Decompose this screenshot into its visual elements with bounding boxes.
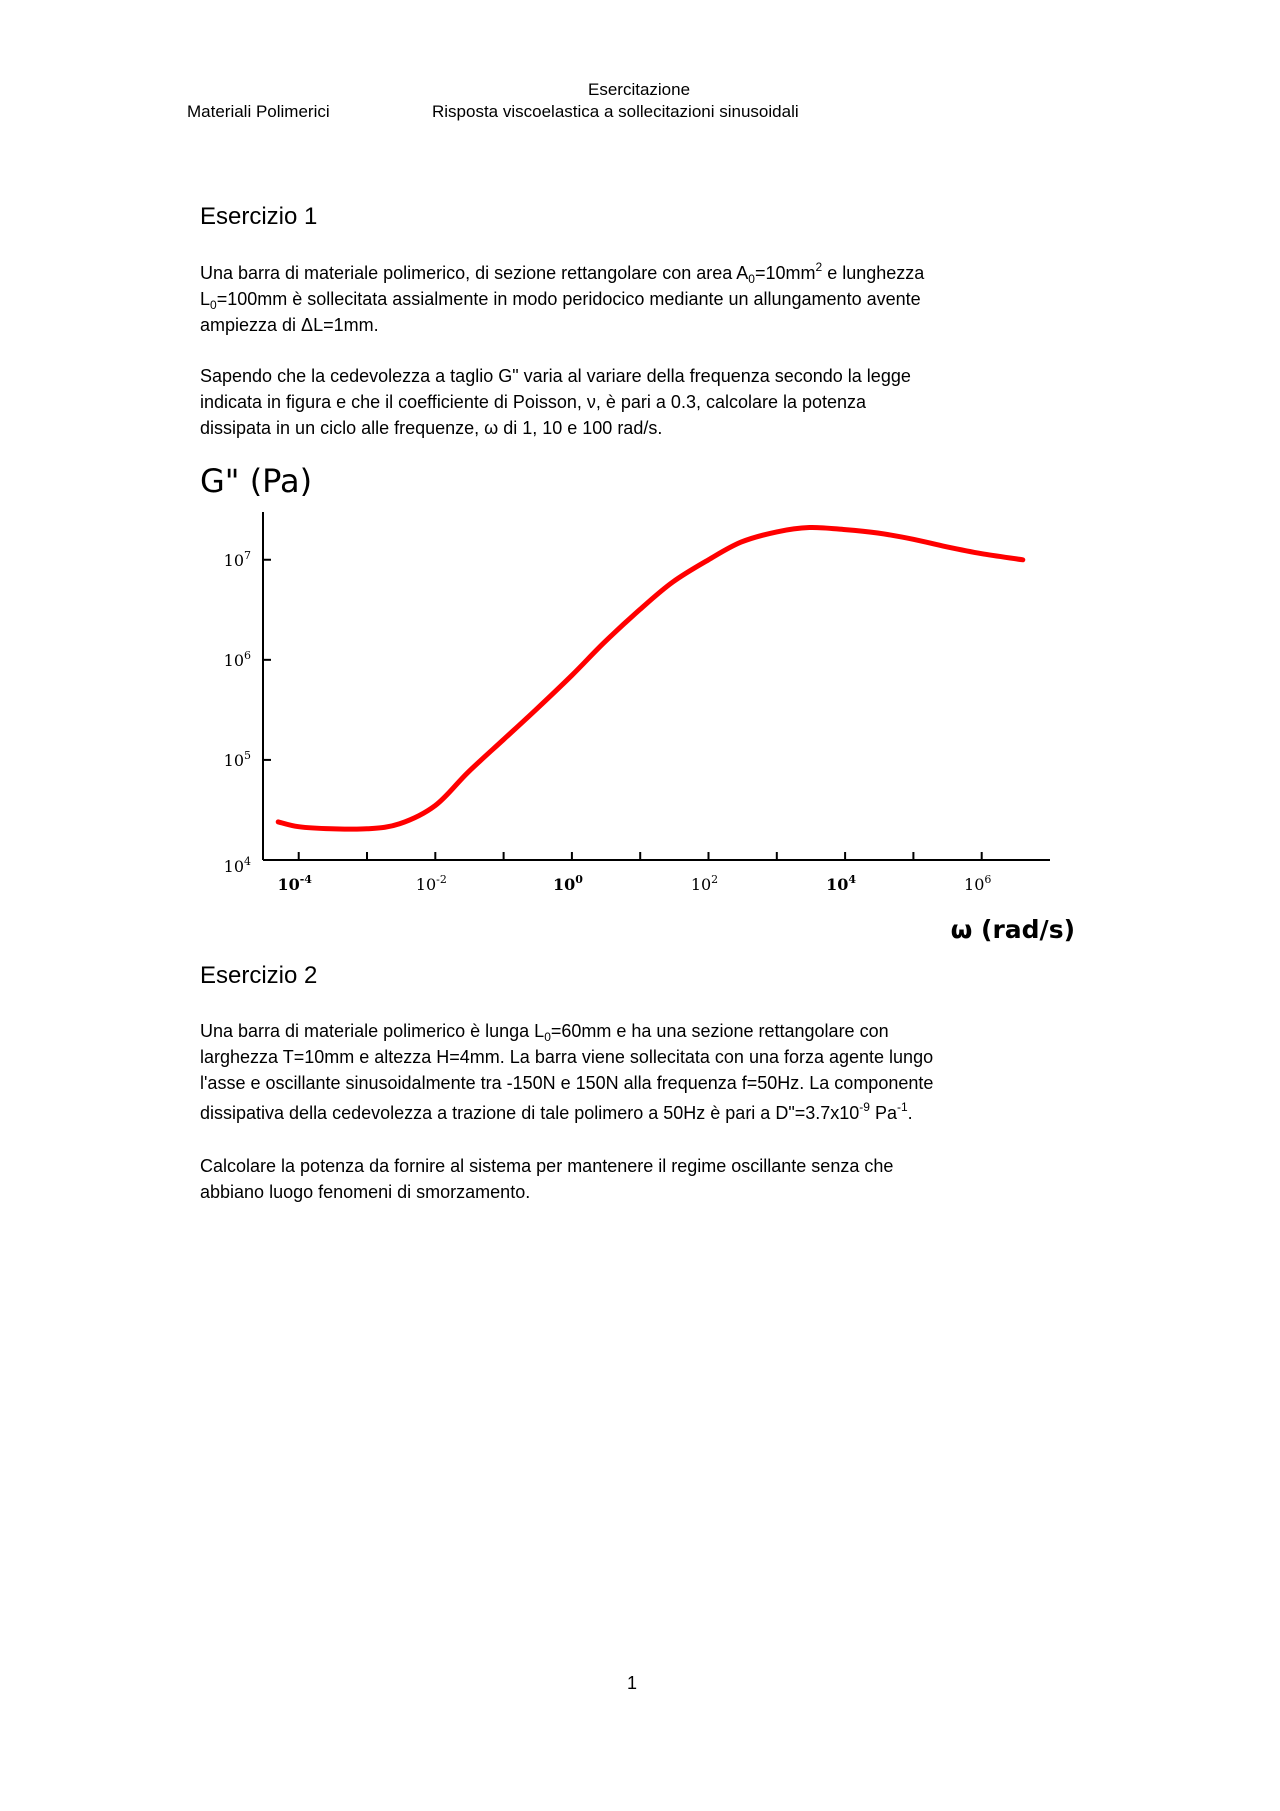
exercise2-title: Esercizio 2: [200, 962, 318, 989]
chart-x-ticks: [277, 852, 991, 894]
exercise2-p1-line2: larghezza T=10mm e altezza H=4mm. La barra viene sollecitata con una forza agente lungo: [200, 1047, 934, 1067]
y-tick-label: $10^6$: [223, 648, 251, 670]
exercise1-p1-line3: ampiezza di ΔL=1mm.: [200, 315, 379, 335]
exercise1-p1-line2: $L_0=100mm$ è sollecitata assialmente in modo peridocico mediante un allungamento avente: [200, 289, 921, 312]
exercise1-p2-line1: Sapendo che la cedevolezza a taglio G" varia al variare della frequenza secondo la legge: [200, 366, 911, 386]
exercise2-p2-line1: Calcolare la potenza da fornire al sistema per mantenere il regime oscillante senza che: [200, 1156, 894, 1176]
x-tick-label: $10^6$: [964, 873, 992, 894]
exercise2-p1-line1: Una barra di materiale polimerico è lunga $L_0=60mm$ e ha una sezione rettangolare con: [200, 1021, 889, 1044]
x-tick-label: $10^{-2}$: [415, 873, 447, 894]
exercise1-p2-line2: indicata in figura e che il coefficiente di Poisson, ν, è pari a 0.3, calcolare la potenza: [200, 392, 867, 412]
header-center-line2: Risposta viscoelastica a sollecitazioni sinusoidali: [432, 102, 799, 121]
exercise2-paragraph1: [200, 1018, 933, 1126]
page-number: 1: [627, 1673, 638, 1693]
exercise2-p1-line3: l'asse e oscillante sinusoidalmente tra -150N e 150N alla frequenza f=50Hz. La componente: [200, 1073, 934, 1093]
exercise1-title: Esercizio 1: [200, 203, 318, 230]
exercise1-p2-line3: dissipata in un ciclo alle frequenze, ω di 1, 10 e 100 rad/s.: [200, 418, 663, 438]
exercise2-paragraph2: [200, 1153, 893, 1205]
exercise1-p1-line1: Una barra di materiale polimerico, di sezione rettangolare con area $A_0=10mm^2$ e lunghezza: [200, 260, 925, 286]
header-center-line1: Esercitazione: [588, 80, 691, 99]
exercise2-p2-line2: abbiano luogo fenomeni di smorzamento.: [200, 1182, 531, 1202]
x-tick-label: $10^{-4}$: [277, 873, 312, 894]
y-tick-label: $10^4$: [223, 855, 251, 876]
header-left: Materiali Polimerici: [187, 102, 330, 121]
x-tick-label: $10^4$: [826, 873, 857, 894]
x-tick-label: $10^2$: [690, 873, 719, 894]
y-tick-label: $10^7$: [223, 548, 251, 570]
exercise2-p1-line4: dissipativa della cedevolezza a trazione di tale polimero a 50Hz è pari a $D"=3.7x10^{-9}$ $Pa^{-1}$.: [200, 1100, 913, 1123]
chart-x-axis-label: ω (rad/s): [950, 915, 1075, 944]
chart-series-line: [278, 527, 1023, 829]
y-tick-label: $10^5$: [223, 748, 251, 770]
chart-y-axis-label: G" (Pa): [200, 462, 313, 500]
x-tick-label: $10^0$: [552, 873, 583, 894]
